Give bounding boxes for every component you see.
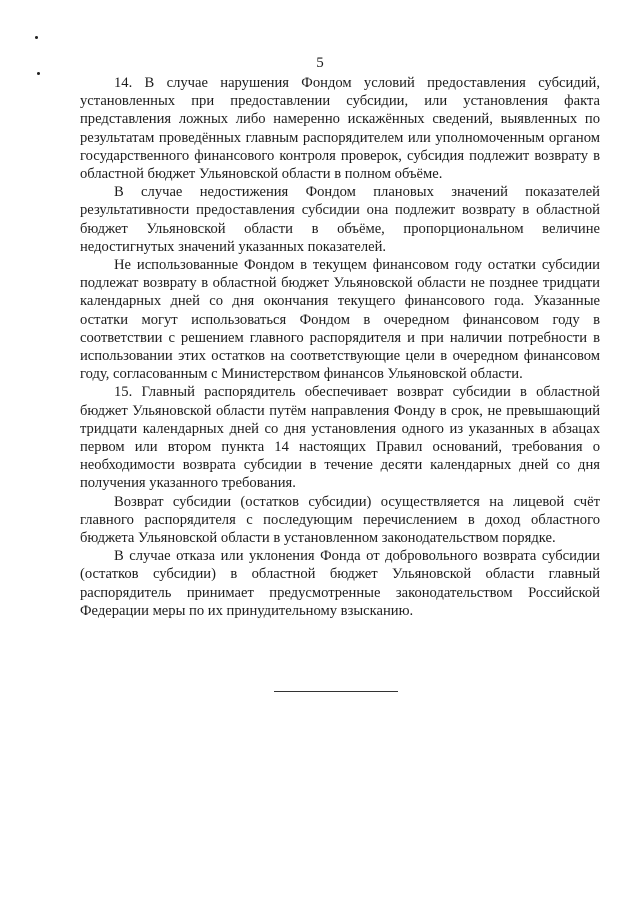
paragraph-return-procedure: Возврат субсидии (остатков субсидии) осуществляется на лицевой счёт главного распорядителя с последующим перечислением в доход областного бюджета Ульяновской области в установленном законодательством порядке.: [80, 493, 600, 547]
paragraph-underachievement: В случае недостижения Фондом плановых значений показателей результативности предоставления субсидии она подлежит возврату в областной бюджет Ульяновской области в объёме, пропорциональном величине недостигнутых значений указанных показателей.: [80, 184, 600, 255]
paragraph-clause-14: 14. В случае нарушения Фондом условий предоставления субсидий, установленных при предоставлении субсидии, или установления факта представления ложных либо намеренно искажённых сведений, выявленных по результатам проведённых главным распорядителем или уполномоченным органом государственного финансового контроля проверок, субсидия подлежит возврату в областной бюджет Ульяновской области в полном объёме.: [80, 75, 600, 183]
scan-artifact-dot: [35, 36, 38, 39]
paragraph-clause-15: 15. Главный распорядитель обеспечивает возврат субсидии в областной бюджет Ульяновской области путём направления Фонду в срок, не превышающий тридцати календарных дней со дня установления одного из указанных в абзацах первом или втором пункта 14 настоящих Правил оснований, требования о необходимости возврата субсидии в течение десяти календарных дней со дня получения указанного требования.: [80, 384, 600, 492]
end-divider-line: [274, 691, 398, 692]
document-body: [80, 74, 600, 620]
scan-artifact-dot: [37, 72, 40, 75]
paragraph-enforced-recovery: В случае отказа или уклонения Фонда от добровольного возврата субсидии (остатков субсидии) в областной бюджет Ульяновской области главный распорядитель принимает предусмотренные законодательством Российской Федерации меры по их принудительному взысканию.: [80, 548, 600, 619]
paragraph-unused-balances: Не использованные Фондом в текущем финансовом году остатки субсидии подлежат возврату в областной бюджет Ульяновской области не позднее тридцати календарных дней со дня окончания текущего финансового года. Указанные остатки могут использоваться Фондом в очередном финансовом году в соответствии с решением главного распорядителя и при наличии потребности в использовании этих остатков на соответствующие цели в очередном финансовом году, согласованным с Министерством финансов Ульяновской области.: [80, 257, 600, 383]
page-number: 5: [316, 55, 324, 71]
